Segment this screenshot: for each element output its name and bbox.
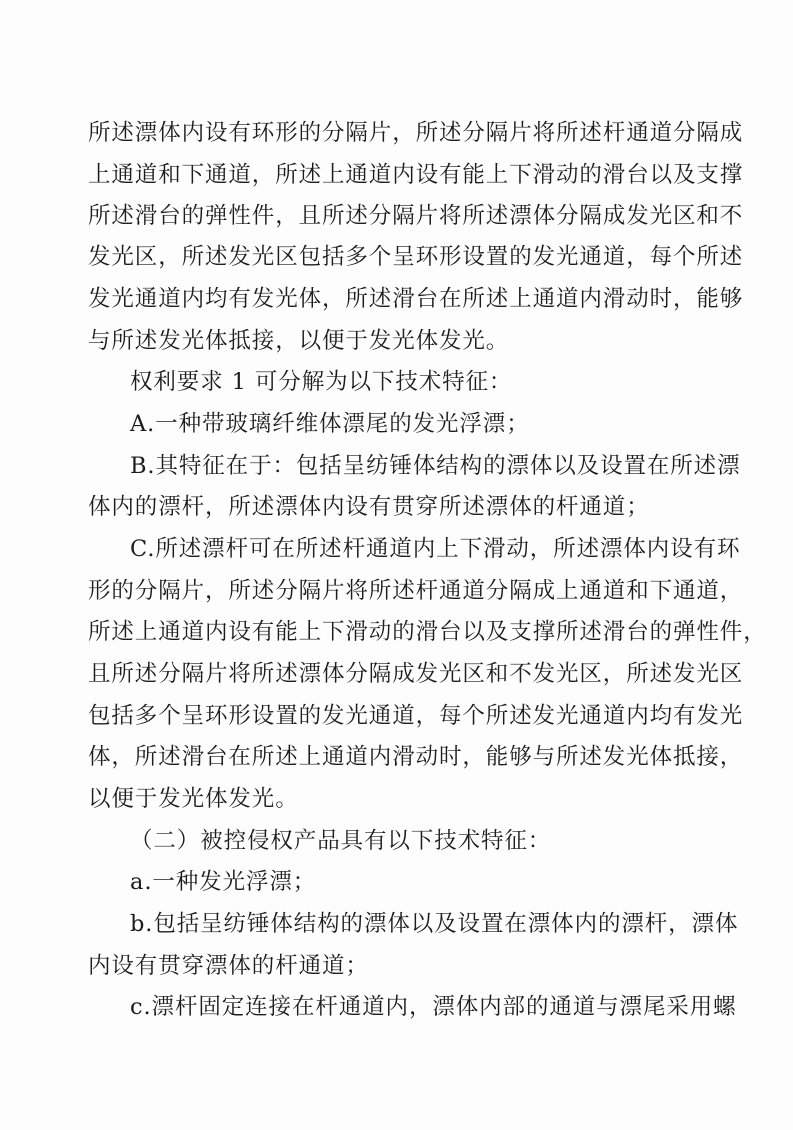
text-line-3: 所述滑台的弹性件，且所述分隔片将所述漂体分隔成发光区和不 (88, 203, 744, 229)
text-line-15: 包括多个呈环形设置的发光通道，每个所述发光通道内均有发光 (88, 703, 744, 729)
text-line-19: a.一种发光浮漂； (130, 869, 317, 895)
text-line-17: 以便于发光体发光。 (88, 786, 299, 812)
text-line-6: 与所述发光体抵接，以便于发光体发光。 (88, 328, 510, 354)
text-line-9: B.其特征在于：包括呈纺锤体结构的漂体以及设置在所述漂 (130, 453, 741, 479)
text-line-4: 发光区，所述发光区包括多个呈环形设置的发光通道，每个所述 (88, 244, 744, 270)
text-line-20: b.包括呈纺锤体结构的漂体以及设置在漂体内的漂杆，漂体 (130, 911, 739, 937)
text-line-21: 内设有贯穿漂体的杆通道； (88, 953, 369, 979)
text-line-2: 上通道和下通道，所述上通道内设有能上下滑动的滑台以及支撑 (88, 162, 744, 188)
text-line-8: A.一种带玻璃纤维体漂尾的发光浮漂； (130, 411, 530, 437)
text-line-18: （二）被控侵权产品具有以下技术特征： (130, 828, 552, 854)
text-line-13: 所述上通道内设有能上下滑动的滑台以及支撑所述滑台的弹性件， (88, 619, 767, 645)
text-line-11: C.所述漂杆可在所述杆通道内上下滑动，所述漂体内设有环 (130, 536, 741, 562)
text-line-1: 所述漂体内设有环形的分隔片，所述分隔片将所述杆通道分隔成 (88, 120, 744, 146)
text-line-14: 且所述分隔片将所述漂体分隔成发光区和不发光区，所述发光区 (88, 661, 744, 687)
text-line-10: 体内的漂杆，所述漂体内设有贯穿所述漂体的杆通道； (88, 494, 650, 520)
text-line-7: 权利要求 1 可分解为以下技术特征： (130, 369, 513, 395)
text-line-22: c.漂杆固定连接在杆通道内，漂体内部的通道与漂尾采用螺 (130, 994, 737, 1020)
text-line-16: 体，所述滑台在所述上通道内滑动时，能够与所述发光体抵接， (88, 744, 744, 770)
text-line-12: 形的分隔片，所述分隔片将所述杆通道分隔成上通道和下通道， (88, 578, 744, 604)
text-line-5: 发光通道内均有发光体，所述滑台在所述上通道内滑动时，能够 (88, 286, 744, 312)
